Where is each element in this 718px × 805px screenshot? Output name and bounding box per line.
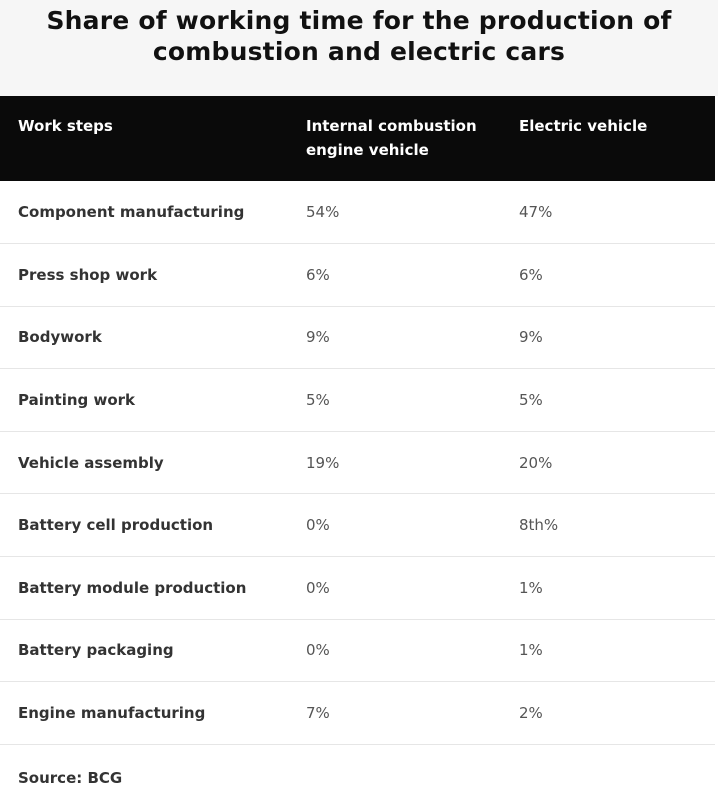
combustion-value-cell: 0% <box>306 641 330 660</box>
source-note: Source: BCG <box>18 769 123 787</box>
electric-value-cell: 9% <box>519 328 543 347</box>
combustion-value-cell: 0% <box>306 516 330 535</box>
electric-value-cell: 1% <box>519 641 543 660</box>
work-step-cell: Engine manufacturing <box>18 704 206 723</box>
work-step-cell: Bodywork <box>18 328 102 347</box>
table-row <box>0 306 715 369</box>
electric-value-cell: 47% <box>519 203 553 222</box>
electric-value-cell: 20% <box>519 453 553 472</box>
work-step-cell: Vehicle assembly <box>18 453 164 472</box>
work-step-cell: Battery cell production <box>18 516 214 535</box>
table-row <box>0 431 715 494</box>
table-row <box>0 682 715 745</box>
electric-value-cell: 8th% <box>519 516 559 535</box>
electric-value-cell: 1% <box>519 578 543 597</box>
electric-value-cell: 6% <box>519 265 543 284</box>
table-row <box>0 494 715 557</box>
work-step-cell: Battery packaging <box>18 641 174 660</box>
electric-value-cell: 5% <box>519 391 543 410</box>
column-header-electric: Electric vehicle <box>519 117 648 135</box>
combustion-value-cell: 6% <box>306 265 330 284</box>
work-step-cell: Painting work <box>18 391 136 410</box>
table-body <box>0 181 715 744</box>
combustion-value-cell: 19% <box>306 453 340 472</box>
table-row <box>0 369 715 432</box>
work-step-cell: Component manufacturing <box>18 203 245 222</box>
table-row <box>0 557 715 620</box>
header-row <box>0 96 715 181</box>
table-header <box>0 96 715 181</box>
combustion-value-cell: 0% <box>306 578 330 597</box>
work-step-cell: Battery module production <box>18 578 247 597</box>
combustion-value-cell: 5% <box>306 391 330 410</box>
title-area <box>0 0 718 96</box>
page-title: Share of working time for the production of combustion and electric cars <box>46 6 672 66</box>
combustion-value-cell: 54% <box>306 203 340 222</box>
table-row <box>0 619 715 682</box>
column-header-work-steps: Work steps <box>18 117 113 135</box>
table-row <box>0 181 715 244</box>
electric-value-cell: 2% <box>519 704 543 723</box>
data-table <box>0 96 715 745</box>
combustion-value-cell: 7% <box>306 704 330 723</box>
table-row <box>0 244 715 307</box>
column-header-combustion: Internal combustion engine vehicle <box>306 117 477 159</box>
combustion-value-cell: 9% <box>306 328 330 347</box>
work-step-cell: Press shop work <box>18 265 158 284</box>
